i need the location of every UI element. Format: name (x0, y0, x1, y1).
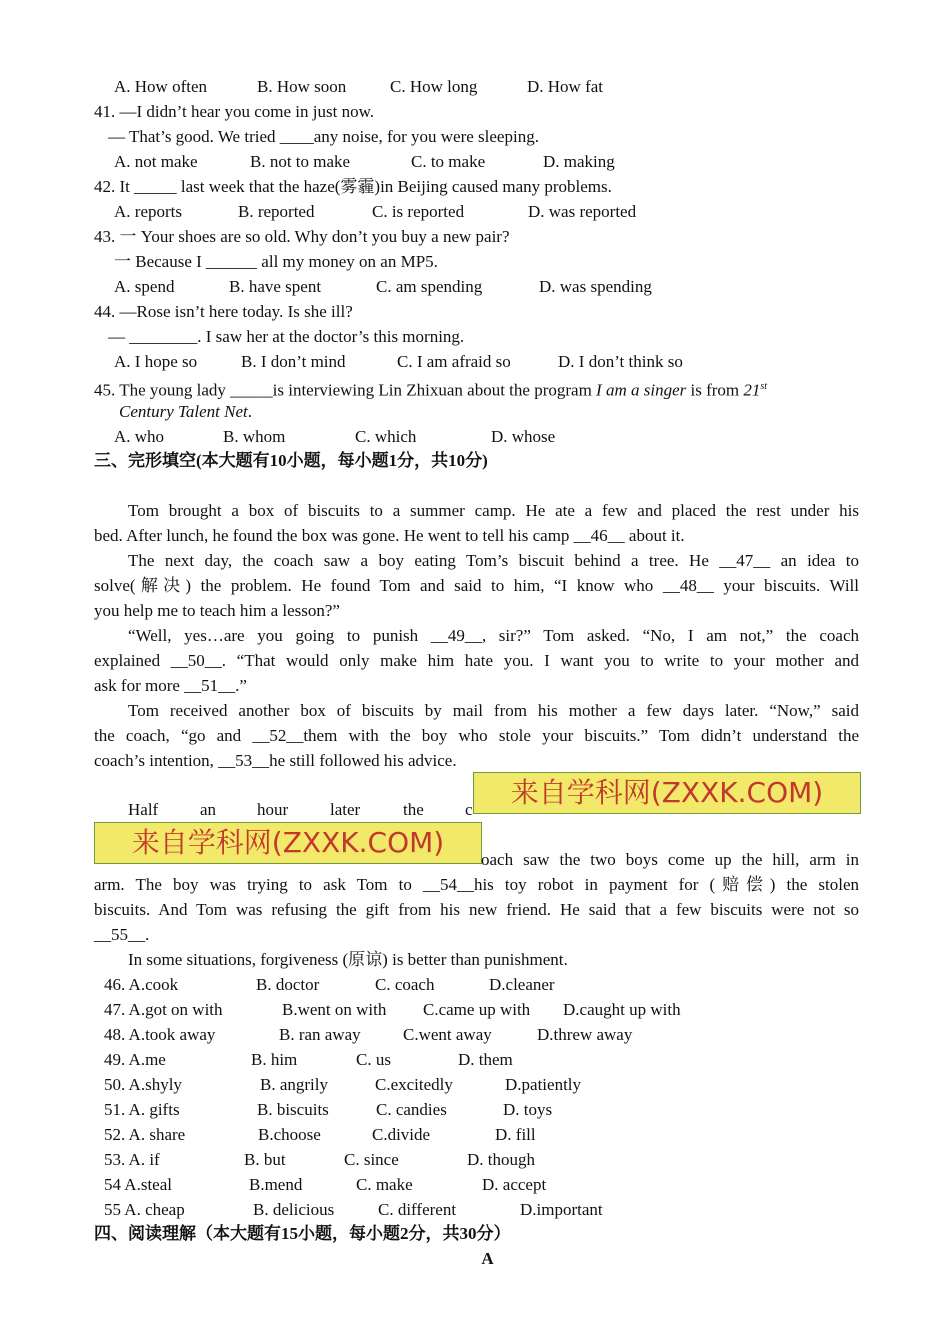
passage-line: explained __50__. “That would only make him hate you. I want you to write to your mother and (94, 651, 859, 670)
option-c: C. make (356, 1175, 413, 1194)
option-c: C.came up with (423, 1000, 531, 1019)
option-d: D. whose (491, 427, 556, 446)
option-d: D.important (520, 1200, 603, 1219)
passage-a-heading: A (481, 1249, 494, 1268)
option-b: B. have spent (229, 277, 322, 296)
option-a: 51. A. gifts (104, 1100, 180, 1119)
q44-reply: — ________. I saw her at the doctor’s this morning. (108, 327, 465, 346)
option-b: B. but (244, 1150, 286, 1169)
section-3-title: 三、完形填空(本大题有10小题，每小题1分，共10分) (94, 451, 488, 470)
passage-line: The next day, the coach saw a boy eating Tom’s biscuit behind a tree. He __47__ an idea to (128, 551, 859, 570)
option-a: 46. A.cook (104, 975, 179, 994)
option-d: D. them (458, 1050, 513, 1069)
passage-line: the coach, “go and __52__them with the boy who stole your biscuits.” Tom didn’t understand the (94, 726, 859, 745)
q45-number: 21 (743, 380, 761, 400)
option-c: C.excitedly (375, 1075, 453, 1094)
option-c: C. which (355, 427, 417, 446)
q45-stem-text: 45. The young lady _____is interviewing Lin Zhixuan about the program (94, 380, 597, 400)
option-d: D. How fat (527, 77, 604, 96)
section-4-title: 四、阅读理解（本大题有15小题，每小题2分，共30分） (94, 1224, 511, 1243)
word: hour (257, 800, 289, 819)
option-c: C. I am afraid so (397, 352, 511, 371)
option-b: B. How soon (257, 77, 347, 96)
option-b: B. him (251, 1050, 298, 1069)
passage-line: ask for more __51__.” (94, 676, 247, 695)
option-a: 49. A.me (104, 1050, 166, 1069)
q44-stem: 44. —Rose isn’t here today. Is she ill? (94, 302, 353, 321)
q43-stem: 43. 一 Your shoes are so old. Why don’t you buy a new pair? (94, 227, 510, 246)
passage-line: oach saw the two boys come up the hill, arm in (481, 850, 859, 869)
option-b: B.mend (249, 1175, 303, 1194)
period: . (247, 402, 253, 421)
option-a: 50. A.shyly (104, 1075, 182, 1094)
option-d: D.caught up with (563, 1000, 681, 1019)
q45-stem-text-2: is from (686, 380, 744, 400)
option-c: C.divide (372, 1125, 431, 1144)
option-d: D. I don’t think so (558, 352, 683, 371)
word: c (465, 800, 473, 819)
option-d: D. though (467, 1150, 535, 1169)
option-c: C. us (356, 1050, 391, 1069)
option-d: D.cleaner (489, 975, 555, 994)
option-a: 52. A. share (104, 1125, 186, 1144)
option-a: 48. A.took away (104, 1025, 216, 1044)
passage-line: biscuits. And Tom was refusing the gift from his new friend. He said that a few biscuits were not so (94, 900, 859, 919)
passage-line: Tom brought a box of biscuits to a summer camp. He ate a few and placed the rest under his (128, 501, 859, 520)
option-a: A. How often (114, 77, 208, 96)
option-a: 55 A. cheap (104, 1200, 185, 1219)
option-d: D. toys (503, 1100, 553, 1119)
passage-line: you help me to teach him a lesson?” (94, 601, 340, 620)
option-b: B. reported (238, 202, 315, 221)
word: the (403, 800, 424, 819)
option-a: 47. A.got on with (104, 1000, 223, 1019)
q41-reply: — That’s good. We tried ____any noise, for you were sleeping. (108, 127, 539, 146)
option-a: A. I hope so (114, 352, 198, 371)
watermark-logo: 来自学科网(ZXXK.COM) (94, 822, 482, 864)
q42-stem: 42. It _____ last week that the haze(雾霾)in Beijing caused many problems. (94, 177, 612, 196)
option-a: A. who (114, 427, 165, 446)
option-b: B. biscuits (257, 1100, 329, 1119)
option-a: A. reports (114, 202, 182, 221)
option-a: A. spend (114, 277, 175, 296)
passage-line: bed. After lunch, he found the box was gone. He went to tell his camp __46__ about it. (94, 526, 685, 545)
option-c: C. is reported (372, 202, 465, 221)
option-c: C. since (344, 1150, 399, 1169)
option-b: B. whom (223, 427, 286, 446)
option-c: C.went away (403, 1025, 492, 1044)
option-c: C. candies (376, 1100, 447, 1119)
option-d: D. was reported (528, 202, 637, 221)
option-a: 53. A. if (104, 1150, 160, 1169)
passage-line: solve(解决) the problem. He found Tom and said to him, “I know who __48__ your biscuits. Will (94, 576, 859, 595)
q43-reply: 一 Because I ______ all my money on an MP5. (114, 252, 438, 271)
option-c: C. to make (411, 152, 486, 171)
option-b: B. I don’t mind (241, 352, 346, 371)
program-title: I am a singer (596, 380, 687, 400)
option-b: B. doctor (256, 975, 320, 994)
passage-line: Tom received another box of biscuits by mail from his mother a few days later. “Now,” said (128, 701, 859, 720)
word: Half (128, 800, 159, 819)
watermark-logo: 来自学科网(ZXXK.COM) (473, 772, 861, 814)
passage-line: coach’s intention, __53__he still followed his advice. (94, 751, 457, 770)
net-name: Century Talent Net (119, 402, 248, 421)
option-a: A. not make (114, 152, 198, 171)
word: later (330, 800, 361, 819)
q45-stem-line2 (119, 402, 252, 422)
option-b: B. delicious (253, 1200, 335, 1219)
option-a: 54 A.steal (104, 1175, 172, 1194)
option-b: B.went on with (282, 1000, 387, 1019)
option-b: B. angrily (260, 1075, 328, 1094)
q45-stem (94, 377, 767, 401)
option-b: B. ran away (279, 1025, 361, 1044)
option-d: D. accept (482, 1175, 547, 1194)
word: an (200, 800, 217, 819)
option-d: D.threw away (537, 1025, 633, 1044)
option-d: D.patiently (505, 1075, 582, 1094)
q41-stem: 41. —I didn’t hear you come in just now. (94, 102, 374, 121)
passage-line: “Well, yes…are you going to punish __49__, sir?” Tom asked. “No, I am not,” the coach (128, 626, 859, 645)
option-c: C. am spending (376, 277, 483, 296)
option-c: C. different (378, 1200, 457, 1219)
q45-superscript: st (760, 381, 768, 392)
option-b: B. not to make (250, 152, 351, 171)
option-c: C. coach (375, 975, 435, 994)
passage-line: In some situations, forgiveness (原谅) is better than punishment. (128, 950, 568, 969)
passage-line: arm. The boy was trying to ask Tom to __54__his toy robot in payment for (赔偿) the stolen (94, 875, 859, 894)
option-d: D. fill (495, 1125, 536, 1144)
option-c: C. How long (390, 77, 478, 96)
passage-line: __55__. (94, 925, 150, 944)
option-d: D. was spending (539, 277, 652, 296)
option-d: D. making (543, 152, 615, 171)
option-b: B.choose (258, 1125, 321, 1144)
